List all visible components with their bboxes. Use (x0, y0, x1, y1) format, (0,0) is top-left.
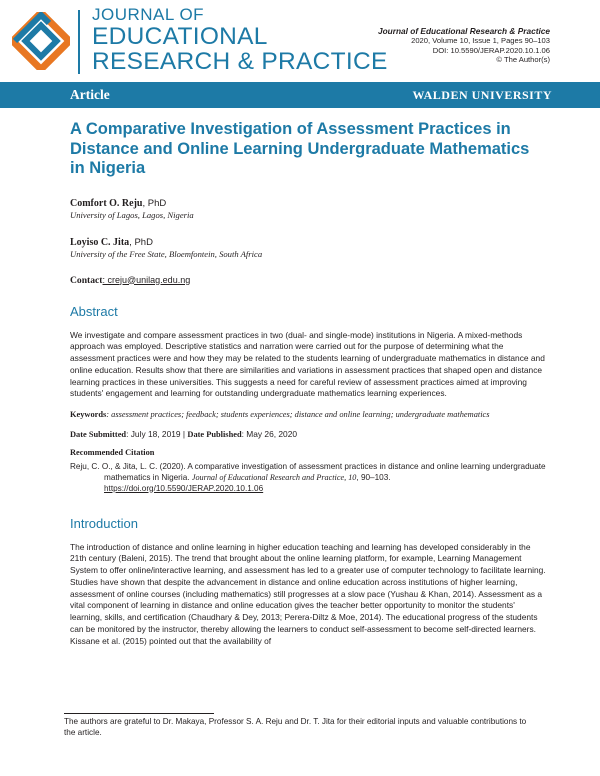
introduction-text: The introduction of distance and online learning in higher education teaching and learning has developed considerably in the 21th century (Baleni, 2015). The trend that brought about the online learning platform, for example, Learning Management System to offer online/interactive learning, and assessment has led to a greater use of computer technology to facilitate learning. Studies have shown that despite the advancement in distance and online education across institutions of higher learning, assessment of online courses (including mathematics) still progresses at a slow pace (Yushau & Khan, 2014). Assessment as a vital component of learning in distance and online education gives the teacher better opportunity to monitor the students' learning, skills, and certification (Chaudhary & Dey, 2013; Perera-Diltz & Moe, 2014). The educational progress of the students can be monitored by the instructor, thereby allowing the learners to conduct self-assessment to become self-directed learners. Kissane et al. (2015) pointed out that the availability of (70, 541, 546, 646)
journal-header (0, 0, 600, 82)
recommended-citation (70, 461, 548, 494)
dates (70, 429, 548, 439)
author-1 (70, 197, 548, 210)
keywords-text: : assessment practices; feedback; students experiences; distance and online learning; undergraduate mathematics (106, 410, 490, 419)
contact (70, 275, 548, 286)
citation-doi-link[interactable]: https://doi.org/10.5590/JERAP.2020.10.1.06 (104, 483, 264, 493)
journal-logo-icon (12, 12, 70, 70)
meta-doi: DOI: 10.5590/JERAP.2020.10.1.06 (432, 45, 550, 55)
contact-label: Contact (70, 274, 103, 286)
footnote: The authors are grateful to Dr. Makaya, Professor S. A. Reju and Dr. T. Jita for their editorial inputs and valuable contributions to the article. (64, 717, 527, 737)
section-bar (0, 82, 600, 108)
author-2-name: Loyiso C. Jita (70, 236, 130, 248)
meta-copyright: © The Author(s) (496, 54, 550, 64)
author-2-affiliation: University of the Free State, Bloemfontein, South Africa (70, 248, 263, 259)
journal-name-line2: EDUCATIONAL (92, 23, 268, 50)
citation-text: Reju, C. O., & Jita, L. C. (2020). A comparative investigation of assessment practices in distance and online learning undergraduate mathematics in Nigeria. (70, 461, 546, 482)
submitted-label: Date Submitted (70, 429, 127, 439)
author-1-affiliation: University of Lagos, Lagos, Nigeria (70, 209, 194, 220)
keywords-label: Keywords (70, 410, 107, 419)
journal-meta (378, 27, 550, 64)
header-divider (78, 10, 80, 74)
citation-pages: , 90–103. (356, 472, 391, 482)
journal-name-line1: JOURNAL OF (92, 5, 205, 24)
submitted-date: : July 18, 2019 | (126, 428, 188, 439)
paper-title: A Comparative Investigation of Assessment Practices in Distance and Online Learning Undergraduate Mathematics in Nigeria (70, 120, 530, 177)
footnote-divider (64, 713, 214, 714)
section-label: Article (70, 87, 110, 102)
journal-name (92, 6, 388, 74)
meta-volume: 2020, Volume 10, Issue 1, Pages 90–103 (411, 36, 550, 46)
introduction-heading: Introduction (70, 515, 138, 531)
author-2-degree: , PhD (129, 236, 153, 248)
meta-journal-title: Journal of Educational Research & Practice (378, 26, 550, 36)
published-label: Date Published (187, 429, 242, 439)
contact-email-link[interactable]: : creju@unilag.edu.ng (102, 274, 191, 285)
author-1-name: Comfort O. Reju (70, 197, 143, 209)
journal-name-line3: RESEARCH & PRACTICE (92, 48, 388, 75)
keywords (70, 410, 548, 421)
abstract-text: We investigate and compare assessment practices in two (dual- and single-mode) institutions in Nigeria. A mixed-methods approach was employed. Descriptive statistics and narration were carried out for the purpose of determining what the assessment practices were and how they may be related to the students learning of undergraduate mathematics in distance and online education. Results show that there are similarities and variations in assessment practices that shaped open and distance learning practices in these universities. This suggests a need for careful review of assessment practices aimed at improving students' engagement and learning for outstanding undergraduate mathematics learning experiences. (70, 329, 545, 399)
citation-journal: Journal of Educational Research and Practice, 10 (191, 472, 357, 482)
published-date: : May 26, 2020 (241, 428, 298, 439)
abstract-heading: Abstract (70, 303, 118, 319)
author-1-degree: , PhD (142, 197, 167, 209)
publisher-name: WALDEN UNIVERSITY (412, 88, 552, 102)
author-2 (70, 236, 548, 249)
article-content (70, 120, 548, 647)
recommended-citation-label: Recommended Citation (70, 447, 155, 457)
